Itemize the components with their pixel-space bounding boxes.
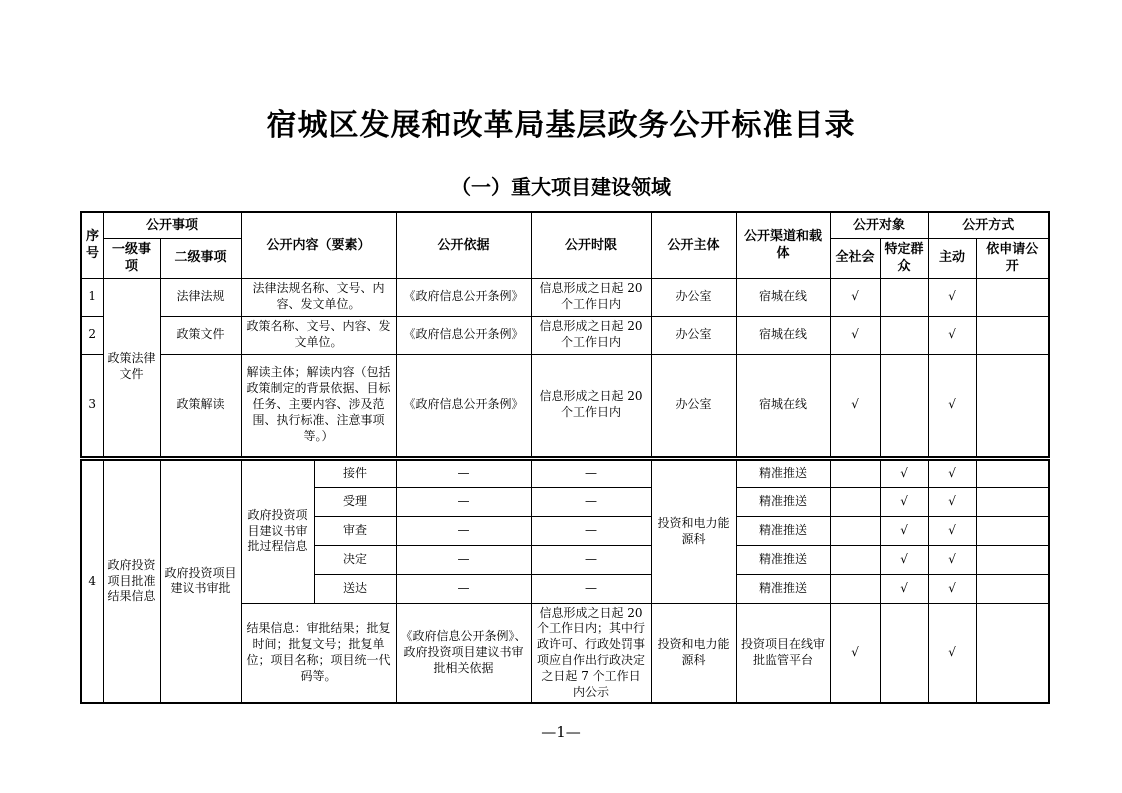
cell-time-limit: — <box>531 458 651 487</box>
cell-active: √ <box>928 516 976 545</box>
cell-basis: — <box>396 574 531 603</box>
step-name-cell: 接件 <box>314 458 396 487</box>
cell-basis: 《政府信息公开条例》、政府投资项目建议书审批相关依据 <box>396 603 531 703</box>
cell-active: √ <box>928 487 976 516</box>
cell-subject: 投资和电力能源科 <box>651 603 736 703</box>
cell-channel: 精准推送 <box>736 487 830 516</box>
cell-specific-group: √ <box>880 545 928 574</box>
cell-channel: 精准推送 <box>736 574 830 603</box>
cell-on-request <box>976 458 1049 487</box>
cell-on-request <box>976 316 1049 354</box>
cell-basis: 《政府信息公开条例》 <box>396 316 531 354</box>
cell-time-limit: — <box>531 545 651 574</box>
group2-no-cell: 4 <box>81 458 103 703</box>
cell-basis: — <box>396 458 531 487</box>
cell-active: √ <box>928 316 976 354</box>
cell-time-limit: — <box>531 487 651 516</box>
cell-time-limit: 信息形成之日起 20 个工作日内 <box>531 354 651 458</box>
step-name-cell: 受理 <box>314 487 396 516</box>
cell-active: √ <box>928 545 976 574</box>
th-all-society: 全社会 <box>830 238 880 278</box>
cell-time-limit: 信息形成之日起 20 个工作日内 <box>531 278 651 316</box>
group2-level1-cell: 政府投资项目批准结果信息 <box>103 458 160 703</box>
cell-specific-group: √ <box>880 487 928 516</box>
cell-time-limit: — <box>531 574 651 603</box>
cell-all-society <box>830 516 880 545</box>
page-title: 宿城区发展和改革局基层政务公开标准目录 <box>266 108 856 143</box>
cell-no: 1 <box>81 278 103 316</box>
cell-basis: 《政府信息公开条例》 <box>396 278 531 316</box>
th-specific-group: 特定群众 <box>880 238 928 278</box>
cell-channel: 精准推送 <box>736 458 830 487</box>
cell-content: 政策名称、文号、内容、发文单位。 <box>241 316 396 354</box>
disclosure-standard-table <box>80 211 1050 704</box>
step-name-cell: 决定 <box>314 545 396 574</box>
cell-on-request <box>976 278 1049 316</box>
cell-level2: 法律法规 <box>160 278 241 316</box>
th-active: 主动 <box>928 238 976 278</box>
th-no: 序号 <box>81 212 103 278</box>
cell-channel: 投资项目在线审批监管平台 <box>736 603 830 703</box>
cell-basis: — <box>396 487 531 516</box>
cell-level2: 政策解读 <box>160 354 241 458</box>
cell-all-society <box>830 487 880 516</box>
cell-time-limit: 信息形成之日起 20 个工作日内 <box>531 316 651 354</box>
cell-active: √ <box>928 278 976 316</box>
cell-specific-group <box>880 278 928 316</box>
th-method: 公开方式 <box>928 212 1049 238</box>
cell-all-society: √ <box>830 316 880 354</box>
cell-subject: 办公室 <box>651 316 736 354</box>
cell-all-society: √ <box>830 354 880 458</box>
cell-channel: 宿城在线 <box>736 316 830 354</box>
cell-subject: 办公室 <box>651 278 736 316</box>
th-audience: 公开对象 <box>830 212 928 238</box>
cell-on-request <box>976 574 1049 603</box>
step-name-cell: 审查 <box>314 516 396 545</box>
section-title: （一）重大项目建设领域 <box>451 175 671 199</box>
group2-subject-cell: 投资和电力能源科 <box>651 458 736 603</box>
cell-content: 解读主体；解读内容（包括政策制定的背景依据、目标任务、主要内容、涉及范围、执行标准、注意事项等。） <box>241 354 396 458</box>
th-level2: 二级事项 <box>160 238 241 278</box>
cell-on-request <box>976 545 1049 574</box>
step-name-cell: 送达 <box>314 574 396 603</box>
th-channel: 公开渠道和载体 <box>736 212 830 278</box>
cell-specific-group <box>880 603 928 703</box>
cell-level2: 政策文件 <box>160 316 241 354</box>
cell-channel: 宿城在线 <box>736 278 830 316</box>
th-level1: 一级事项 <box>103 238 160 278</box>
cell-on-request <box>976 516 1049 545</box>
th-public-matter: 公开事项 <box>103 212 241 238</box>
cell-all-society <box>830 458 880 487</box>
cell-all-society <box>830 574 880 603</box>
cell-basis: 《政府信息公开条例》 <box>396 354 531 458</box>
cell-specific-group <box>880 354 928 458</box>
cell-content: 结果信息：审批结果；批复时间；批复文号；批复单位；项目名称；项目统一代码等。 <box>241 603 396 703</box>
cell-all-society: √ <box>830 603 880 703</box>
cell-no: 3 <box>81 354 103 458</box>
cell-subject: 办公室 <box>651 354 736 458</box>
cell-active: √ <box>928 458 976 487</box>
th-on-request: 依申请公开 <box>976 238 1049 278</box>
cell-on-request <box>976 354 1049 458</box>
cell-active: √ <box>928 354 976 458</box>
cell-specific-group <box>880 316 928 354</box>
cell-active: √ <box>928 574 976 603</box>
cell-channel: 精准推送 <box>736 516 830 545</box>
th-content: 公开内容（要素） <box>241 212 396 278</box>
th-basis: 公开依据 <box>396 212 531 278</box>
cell-specific-group: √ <box>880 574 928 603</box>
cell-time-limit: 信息形成之日起 20 个工作日内；其中行政许可、行政处罚事项应自作出行政决定之日起 7 个工作日内公示 <box>531 603 651 703</box>
th-time-limit: 公开时限 <box>531 212 651 278</box>
cell-specific-group: √ <box>880 516 928 545</box>
cell-time-limit: — <box>531 516 651 545</box>
cell-all-society: √ <box>830 278 880 316</box>
process-label-cell: 政府投资项目建议书审批过程信息 <box>241 458 314 603</box>
page-number: —1— <box>541 723 581 742</box>
cell-no: 2 <box>81 316 103 354</box>
group2-level2-cell: 政府投资项目建议书审批 <box>160 458 241 703</box>
cell-specific-group: √ <box>880 458 928 487</box>
cell-channel: 精准推送 <box>736 545 830 574</box>
cell-basis: — <box>396 516 531 545</box>
cell-channel: 宿城在线 <box>736 354 830 458</box>
group1-level1-cell: 政策法律文件 <box>103 278 160 458</box>
cell-active: √ <box>928 603 976 703</box>
cell-basis: — <box>396 545 531 574</box>
th-subject: 公开主体 <box>651 212 736 278</box>
cell-on-request <box>976 487 1049 516</box>
cell-all-society <box>830 545 880 574</box>
cell-content: 法律法规名称、文号、内容、发文单位。 <box>241 278 396 316</box>
cell-on-request <box>976 603 1049 703</box>
